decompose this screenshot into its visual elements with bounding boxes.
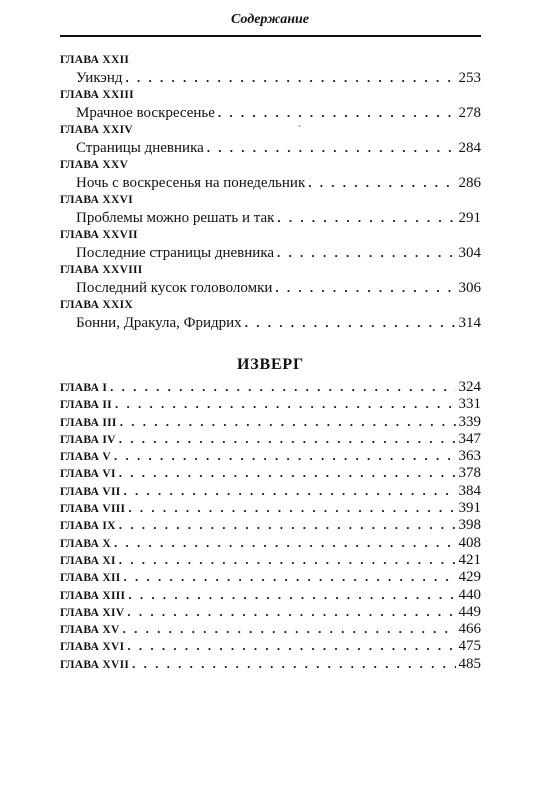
toc-item: [60, 262, 481, 297]
dot-leader: [308, 174, 455, 192]
dot-leader: [277, 244, 455, 262]
chapter-label: ГЛАВА XVII: [60, 658, 130, 671]
dot-leader: [115, 395, 456, 412]
chapter-label: ГЛАВА XXIII: [60, 89, 134, 101]
chapter-row[interactable]: [60, 447, 481, 464]
chapter-label: ГЛАВА XII: [60, 572, 121, 585]
header-rule: [60, 35, 481, 37]
chapter-row[interactable]: [60, 395, 481, 412]
dot-leader: [119, 516, 456, 533]
chapter-title: Проблемы можно решать и так: [76, 210, 275, 226]
chapter-entry[interactable]: [60, 279, 481, 297]
chapter-label: ГЛАВА VII: [60, 485, 121, 498]
chapter-label: ГЛАВА XXV: [60, 159, 129, 171]
chapter-row[interactable]: [60, 534, 481, 551]
chapter-title: Последний кусок головоломки: [76, 280, 273, 296]
chapter-entry[interactable]: [60, 104, 481, 122]
chapter-entry[interactable]: [60, 69, 481, 87]
chapter-label: ГЛАВА II: [60, 399, 112, 412]
chapter-label: ГЛАВА V: [60, 451, 111, 464]
dot-leader: [127, 603, 455, 620]
chapter-title: Бонни, Дракула, Фридрих: [76, 315, 242, 331]
chapter-row[interactable]: [60, 551, 481, 568]
toc-item: [60, 192, 481, 227]
chapter-row[interactable]: [60, 464, 481, 481]
chapter-row[interactable]: [60, 620, 481, 637]
page-number: 408: [458, 534, 481, 551]
dot-leader: [124, 482, 456, 499]
toc-part1: [60, 52, 481, 332]
page-number: 363: [458, 448, 481, 465]
page-number: 384: [458, 482, 481, 499]
chapter-label: ГЛАВА XI: [60, 554, 116, 567]
page-number: 466: [458, 621, 481, 638]
chapter-label: ГЛАВА XXVIII: [60, 264, 143, 276]
toc-item: [60, 157, 481, 192]
chapter-row[interactable]: [60, 586, 481, 603]
chapter-label: ГЛАВА XXVII: [60, 229, 138, 241]
toc-item: [60, 87, 481, 122]
chapter-row[interactable]: [60, 378, 481, 395]
dot-leader: [119, 430, 456, 447]
page-number: 391: [458, 500, 481, 517]
chapter-title: Мрачное воскресенье: [76, 105, 215, 121]
dot-leader: [114, 534, 456, 551]
page-number: 421: [458, 551, 481, 568]
page-number: 485: [458, 655, 481, 672]
chapter-label: ГЛАВА XIV: [60, 606, 125, 619]
chapter-entry[interactable]: [60, 174, 481, 192]
dot-leader: [275, 279, 455, 297]
dot-leader: [277, 209, 455, 227]
page-number: 475: [458, 638, 481, 655]
chapter-title: Ночь с воскресенья на понедельник: [76, 175, 306, 191]
dot-leader: [124, 568, 456, 585]
page-number: 398: [458, 517, 481, 534]
dot-leader: [207, 139, 456, 157]
dot-leader: [110, 378, 455, 395]
chapter-row[interactable]: [60, 603, 481, 620]
chapter-title: Уикэнд: [76, 70, 123, 86]
toc-item: [60, 297, 481, 332]
page-number: 347: [458, 430, 481, 447]
toc-item: [60, 122, 481, 157]
toc-item: [60, 52, 481, 87]
chapter-entry[interactable]: [60, 209, 481, 227]
page-number: 331: [458, 396, 481, 413]
chapter-label: ГЛАВА IX: [60, 520, 116, 533]
chapter-row[interactable]: [60, 637, 481, 654]
page-number: 286: [458, 175, 481, 191]
chapter-label: ГЛАВА I: [60, 382, 108, 394]
chapter-row[interactable]: [60, 655, 481, 672]
page-number: 291: [458, 210, 481, 226]
chapter-label: ГЛАВА XXVI: [60, 194, 133, 206]
dot-leader: [120, 413, 456, 430]
page-number: 429: [458, 569, 481, 586]
page-number: 278: [458, 105, 481, 121]
chapter-entry[interactable]: [60, 244, 481, 262]
page-number: 314: [458, 315, 481, 331]
page-number: 449: [458, 603, 481, 620]
chapter-label: ГЛАВА XIII: [60, 589, 126, 602]
toc-item: [60, 227, 481, 262]
chapter-label: ГЛАВА VI: [60, 468, 116, 481]
dot-leader: [128, 586, 455, 603]
chapter-label: ГЛАВА VIII: [60, 503, 126, 516]
chapter-title: Страницы дневника: [76, 140, 204, 156]
page-number: 253: [458, 70, 481, 86]
page-number: 339: [458, 413, 481, 430]
chapter-row[interactable]: [60, 499, 481, 516]
part-title: ИЗВЕРГ: [237, 356, 304, 373]
chapter-entry[interactable]: [60, 314, 481, 332]
chapter-label: ГЛАВА XVI: [60, 641, 125, 654]
page-number: 304: [458, 245, 481, 261]
dot-leader: [126, 69, 456, 87]
dot-leader: [218, 104, 456, 122]
chapter-label: ГЛАВА XXIV: [60, 124, 133, 136]
chapter-row[interactable]: [60, 413, 481, 430]
toc-part2: [60, 378, 481, 672]
chapter-label: ГЛАВА XXII: [60, 54, 130, 66]
chapter-label: ГЛАВА XV: [60, 624, 120, 637]
dot-leader: [123, 620, 456, 637]
page-number: 440: [458, 586, 481, 603]
running-header: Содержание: [231, 12, 309, 27]
dot-leader: [127, 637, 455, 654]
dot-leader: [132, 655, 455, 672]
chapter-label: ГЛАВА X: [60, 537, 111, 550]
chapter-label: ГЛАВА III: [60, 416, 117, 429]
dot-leader: [114, 447, 456, 464]
chapter-label: ГЛАВА XXIX: [60, 299, 133, 311]
dot-leader: [128, 499, 455, 516]
chapter-row[interactable]: [60, 482, 481, 499]
chapter-row[interactable]: [60, 568, 481, 585]
page-number: 284: [458, 140, 481, 156]
page-number: 378: [458, 465, 481, 482]
chapter-label: ГЛАВА IV: [60, 433, 116, 446]
stray-mark: `: [298, 125, 302, 136]
dot-leader: [119, 551, 456, 568]
chapter-row[interactable]: [60, 516, 481, 533]
chapter-row[interactable]: [60, 430, 481, 447]
page-number: 306: [458, 280, 481, 296]
page-number: 324: [458, 379, 481, 395]
chapter-title: Последние страницы дневника: [76, 245, 275, 261]
dot-leader: [245, 314, 456, 332]
chapter-entry[interactable]: [60, 139, 481, 157]
dot-leader: [119, 464, 456, 481]
